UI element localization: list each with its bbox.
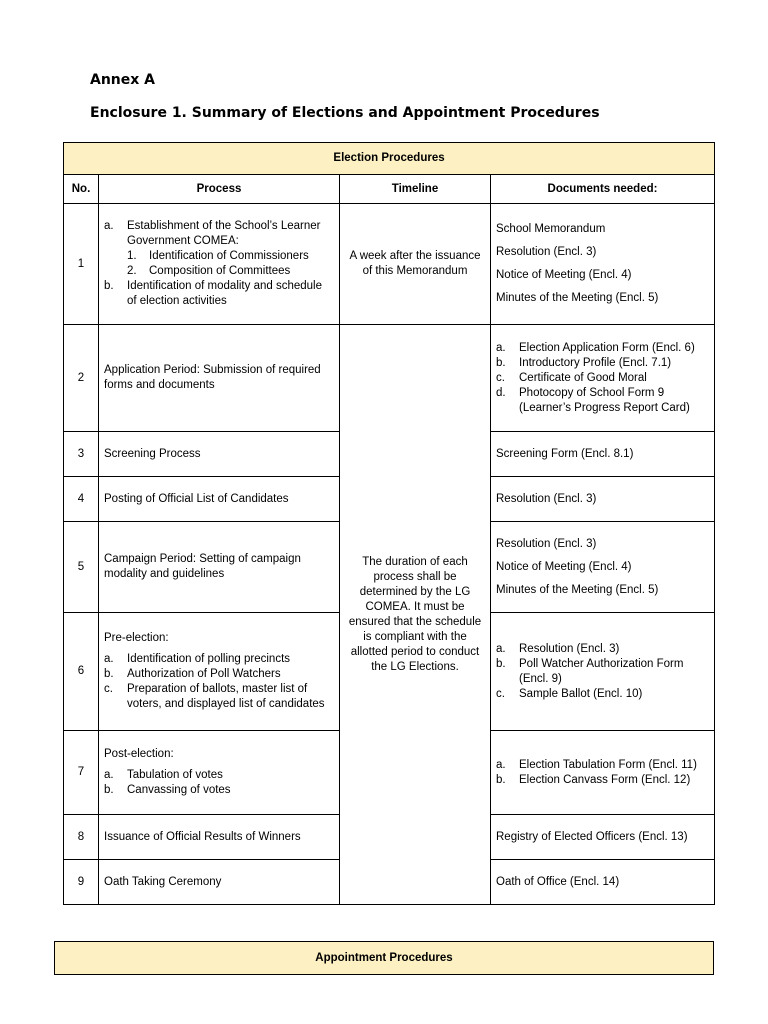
process-item: Establishment of the School’s Learner Government COMEA:: [127, 220, 321, 247]
documents-cell: [491, 204, 715, 325]
row-number: 2: [64, 325, 99, 432]
documents-cell: a. Resolution (Encl. 3) b. Poll Watcher Authorization Form (Encl. 9) c. Sample Ballot (Encl. 10): [491, 613, 715, 731]
shared-timeline-cell: The duration of each process shall be determined by the LG COMEA. It must be ensured that the schedule is compliant with the allotted period to conduct the LG Elections.: [340, 325, 491, 905]
document-item: Minutes of the Meeting (Encl. 5): [496, 292, 659, 304]
document-item: Sample Ballot (Encl. 10): [519, 687, 643, 700]
document-item: Election Tabulation Form (Encl. 11): [519, 758, 697, 771]
documents-cell: a. Election Tabulation Form (Encl. 11) b. Election Canvass Form (Encl. 12): [491, 731, 715, 815]
table-header-row: [64, 175, 715, 204]
document-item: Certificate of Good Moral: [519, 371, 647, 384]
process-item: Tabulation of votes: [127, 769, 223, 781]
process-cell: Pre-election: a. Identification of polling precincts b. Authorization of Poll Watchers c. Preparation of ballots, master list of voters, and displayed list of candidates: [99, 613, 340, 731]
appointment-procedures-banner: Appointment Procedures: [55, 942, 714, 975]
documents-cell: Screening Form (Encl. 8.1): [491, 432, 715, 477]
header-documents: Documents needed:: [491, 175, 715, 204]
process-lead: Pre-election:: [104, 632, 169, 644]
documents-cell: Resolution (Encl. 3): [491, 477, 715, 522]
document-item: Notice of Meeting (Encl. 4): [496, 560, 632, 573]
process-item: Authorization of Poll Watchers: [127, 668, 281, 680]
annex-label: Annex A: [90, 72, 156, 88]
documents-cell: a. Election Application Form (Encl. 6) b. Introductory Profile (Encl. 7.1) c. Certificate of Good Moral d. Photocopy of School Form 9 (Learner’s Progress Report Card): [491, 325, 715, 432]
process-item: Identification of modality and schedule of election activities: [127, 280, 322, 307]
table-row: [64, 204, 715, 325]
process-cell: Posting of Official List of Candidates: [99, 477, 340, 522]
process-item: Preparation of ballots, master list of voters, and displayed list of candidates: [127, 683, 325, 710]
appointment-procedures-table: [54, 941, 714, 975]
process-item: Canvassing of votes: [127, 784, 231, 796]
row-number: 7: [64, 731, 99, 815]
document-item: Resolution (Encl. 3): [496, 246, 597, 258]
document-item: Election Canvass Form (Encl. 12): [519, 773, 691, 786]
process-cell: a. Establishment of the School’s Learner Government COMEA: 1. Identification of Commissioners 2. Composition of Committees b. Identification of modality and schedule of election activities: [99, 204, 340, 325]
row-number: 3: [64, 432, 99, 477]
documents-cell: [491, 522, 715, 613]
table-row: [64, 325, 715, 432]
enclosure-title: Enclosure 1. Summary of Elections and Appointment Procedures: [90, 105, 600, 121]
document-item: Poll Watcher Authorization Form (Encl. 9): [519, 657, 684, 685]
process-subitem: Identification of Commissioners: [149, 250, 309, 262]
document-item: School Memorandum: [496, 223, 606, 235]
document-item: Notice of Meeting (Encl. 4): [496, 269, 632, 281]
document-item: Resolution (Encl. 3): [496, 537, 597, 550]
process-cell: Application Period: Submission of required forms and documents: [99, 325, 340, 432]
row-number: 8: [64, 815, 99, 860]
process-lead: Post-election:: [104, 748, 174, 760]
row-number: 1: [64, 204, 99, 325]
documents-cell: Registry of Elected Officers (Encl. 13): [491, 815, 715, 860]
election-procedures-banner: Election Procedures: [64, 143, 715, 175]
header-process: Process: [99, 175, 340, 204]
document-item: Election Application Form (Encl. 6): [519, 341, 695, 354]
election-procedures-table: [63, 142, 715, 905]
process-cell: Post-election: a. Tabulation of votes b. Canvassing of votes: [99, 731, 340, 815]
row-number: 9: [64, 860, 99, 905]
row-number: 5: [64, 522, 99, 613]
documents-cell: Oath of Office (Encl. 14): [491, 860, 715, 905]
timeline-cell: A week after the issuance of this Memorandum: [340, 204, 491, 325]
process-cell: Campaign Period: Setting of campaign modality and guidelines: [99, 522, 340, 613]
row-number: 4: [64, 477, 99, 522]
header-timeline: Timeline: [340, 175, 491, 204]
process-cell: Issuance of Official Results of Winners: [99, 815, 340, 860]
document-item: Resolution (Encl. 3): [519, 642, 620, 655]
header-no: No.: [64, 175, 99, 204]
row-number: 6: [64, 613, 99, 731]
process-subitem: Composition of Committees: [149, 265, 291, 277]
process-cell: Oath Taking Ceremony: [99, 860, 340, 905]
document-item: Photocopy of School Form 9 (Learner’s Progress Report Card): [519, 386, 690, 414]
document-item: Introductory Profile (Encl. 7.1): [519, 356, 672, 369]
process-item: Identification of polling precincts: [127, 653, 291, 665]
document-item: Minutes of the Meeting (Encl. 5): [496, 583, 659, 596]
process-cell: Screening Process: [99, 432, 340, 477]
